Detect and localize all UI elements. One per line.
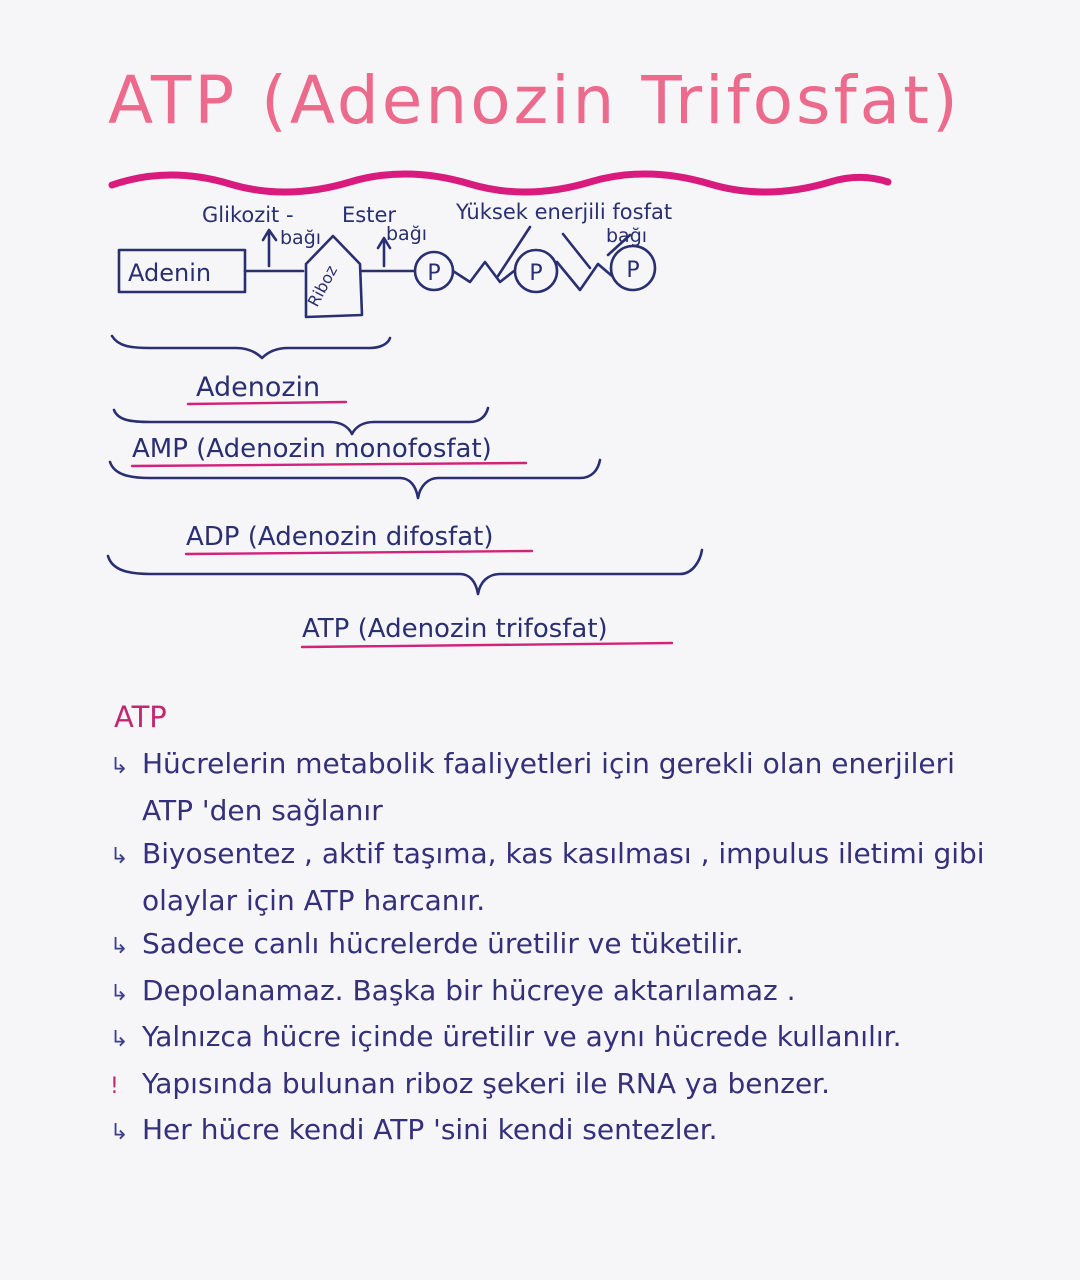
phosphate-1-label: P [427,261,441,286]
list-item: ↳ Yalnızca hücre içinde üretilir ve aynı hücrede kullanılır. [110,1015,990,1062]
title-wavy-underline [112,174,888,192]
arrow-bullet-icon: ↳ [110,980,129,1006]
adenozin-label: Adenozin [196,372,321,403]
ester-label-2: bağı [386,223,428,245]
page-title: ATP (Adenozin Trifosfat) [108,62,961,139]
arrow-bullet-icon: ↳ [110,1027,129,1052]
arrow-bullet-icon: ↳ [110,934,129,959]
brace-adenozin [112,336,390,358]
exclamation-pin-icon: ! [110,1073,119,1099]
glikozit-label-1: Glikozit - [202,203,294,227]
list-item: ↳ Depolanamaz. Başka bir hücreye aktarılamaz . [110,969,990,1016]
brace-atp [108,550,702,594]
energy-label-2: bağı [606,225,648,247]
list-item: ↳ Sadece canlı hücrelerde üretilir ve tüketilir. [110,922,990,969]
energy-pointer-2 [563,234,590,268]
ester-label-1: Ester [342,203,396,227]
glikozit-arrow [263,230,276,266]
arrow-bullet-icon: ↳ [110,754,129,779]
amp-label: AMP (Adenozin monofosfat) [132,434,492,464]
list-item: ↳ Her hücre kendi ATP 'sini kendi sentezler. [110,1108,990,1155]
riboz-label: Riboz [303,262,342,310]
glikozit-label-2: bağı [280,227,322,249]
adenin-label: Adenin [128,259,212,287]
list-item: ! Yapısında bulunan riboz şekeri ile RNA ya benzer. [110,1062,990,1109]
arrow-bullet-icon: ↳ [110,844,129,869]
list-item: ↳ Biyosentez , aktif taşıma, kas kasılması , impulus iletimi gibi olaylar için ATP harcanır. [110,837,985,917]
adp-label: ADP (Adenozin difosfat) [186,522,494,552]
list-item: ↳ Hücrelerin metabolik faaliyetleri için gerekli olan enerjileri ATP 'den sağlanır [110,747,955,827]
energy-label-1: Yüksek enerjili fosfat [456,200,673,224]
brace-amp [114,408,488,434]
phosphate-3-label: P [626,258,640,283]
arrow-bullet-icon: ↳ [110,1120,129,1145]
notes-heading: ATP [114,700,167,734]
notes-list [110,742,990,1155]
atp-level-label: ATP (Adenozin trifosfat) [302,614,608,644]
phosphate-2-label: P [529,261,543,286]
high-energy-bond-2 [557,262,612,290]
